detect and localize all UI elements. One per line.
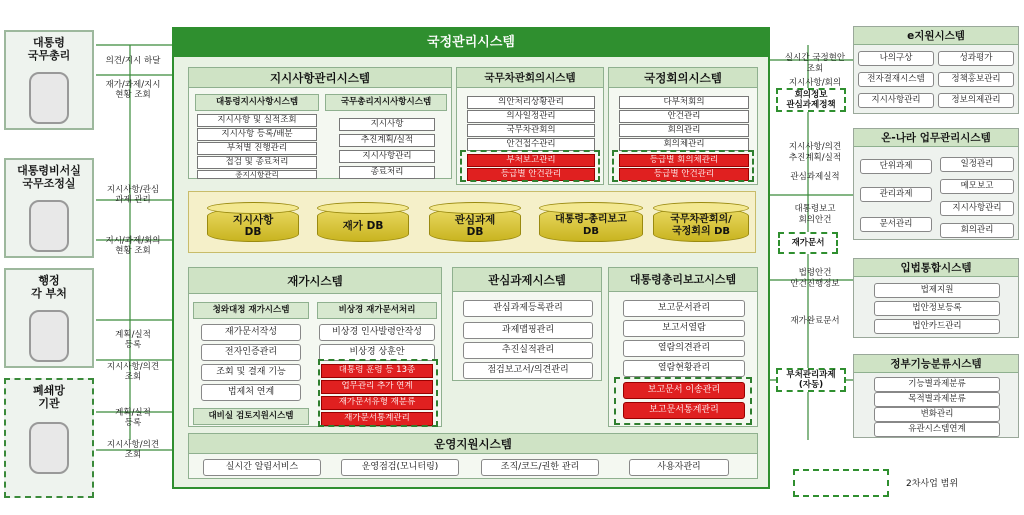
- gw-system: [452, 267, 602, 381]
- legend-swatch: [793, 469, 889, 497]
- jaega-title: 재가시스템: [189, 268, 441, 294]
- onnara-item: 관리과제: [860, 187, 932, 202]
- actor-secretary-label: 대통령비서실 국무조정실: [17, 164, 81, 190]
- people-icon: [29, 422, 69, 474]
- jaega-g1-item: 법제처 연계: [201, 384, 301, 401]
- e-title: e지원시스템: [854, 27, 1018, 45]
- db-label: 관심과제 DB: [454, 214, 496, 238]
- left-label: 지시사항/의견 조회: [106, 440, 160, 460]
- jisi-g1-item: 접검 및 종료처리: [197, 156, 317, 169]
- person-computer-icon: [29, 200, 69, 252]
- ops-item: 운영점검(모니터링): [341, 459, 459, 476]
- onnara-system: [853, 128, 1019, 240]
- db-label: 재가 DB: [342, 220, 384, 232]
- cha-item: 의안처리상황관리: [467, 96, 595, 109]
- actor-closed-network: [4, 378, 94, 498]
- db-zone: [188, 191, 756, 253]
- right-label: 지시사항/회의: [788, 78, 842, 88]
- jaega-red-item: 대통령 훈령 등 13종: [321, 364, 433, 378]
- onnara-item: 회의관리: [940, 223, 1014, 238]
- db-label: 국무차관회의/ 국정회의 DB: [670, 214, 732, 237]
- bo-item: 열람현황관리: [623, 360, 745, 377]
- left-label: 의견/지시 하달: [105, 56, 161, 66]
- jaega-red-item: 재가문서통계관리: [321, 412, 433, 426]
- ip-item: 법안정보등록: [874, 301, 1000, 316]
- ip-title: 입법통합시스템: [854, 259, 1018, 277]
- gf-item: 목적별과제분류: [874, 392, 1000, 407]
- cha-item: 국무차관회의: [467, 124, 595, 137]
- bo-red-item: 보고문서통계관리: [623, 402, 745, 419]
- db-jisi: [207, 202, 299, 246]
- ip-item: 법안카드관리: [874, 319, 1000, 334]
- e-item: 정책홍보관리: [938, 72, 1014, 87]
- people-icon: [29, 310, 69, 362]
- jaega-g1-item: 전자인증관리: [201, 344, 301, 361]
- jisi-g2-title: 국무총리지시사항시스템: [325, 94, 447, 111]
- ip-item: 법제지원: [874, 283, 1000, 298]
- main-system: [172, 27, 770, 489]
- jisi-g1-item: 총지시항관리: [197, 170, 317, 179]
- actor-closed-network-label: 폐쇄망 기관: [33, 384, 65, 410]
- cha-title: 국무차관회의시스템: [457, 68, 603, 88]
- db-gwansim: [429, 202, 521, 246]
- jisi-g1-item: 지시사항 및 실적조회: [197, 114, 317, 127]
- onnara-title: 온-나라 업무관리시스템: [854, 129, 1018, 147]
- onnara-item: 단위과제: [860, 159, 932, 174]
- dash-label: 재가문서: [778, 232, 838, 254]
- db-meeting: [653, 202, 749, 246]
- jaega-red-item: 재가문서유형 재분류: [321, 396, 433, 410]
- ops-system: [188, 433, 758, 479]
- jaega-g1-foot: 대비실 검토지원시스템: [193, 408, 309, 425]
- db-report: [539, 202, 643, 246]
- gj-item: 안건관리: [619, 110, 749, 123]
- actor-president-label: 대통령 국무총리: [27, 36, 71, 62]
- right-label: 실시간 국정현안 조회: [784, 53, 846, 74]
- left-label: 지시/과제/회의 현황 조회: [105, 236, 161, 256]
- db-label: 지시사항 DB: [232, 214, 274, 238]
- bo-item: 보고서열람: [623, 320, 745, 337]
- actor-ministries: [4, 268, 94, 368]
- main-title: 국정관리시스템: [174, 29, 768, 57]
- actor-president: [4, 30, 94, 130]
- left-label: 재가/과제/지시 현황 조회: [105, 80, 161, 100]
- e-system: [853, 26, 1019, 114]
- left-label: 지시사항/의견 조회: [106, 362, 160, 382]
- gj-item: 회의체관리: [619, 138, 749, 151]
- jisi-g2-item: 지시사항: [339, 118, 435, 131]
- jisi-g2-item: 종료처리: [339, 166, 435, 179]
- right-label: 법령안건 안건진행정보: [790, 268, 840, 289]
- legend-label: 2차사업 범위: [906, 479, 959, 489]
- gf-title: 정부기능분류시스템: [854, 355, 1018, 373]
- phase2-box: [614, 377, 752, 425]
- jaega-g2-item: 비상경 상훈안: [319, 344, 435, 361]
- jisi-g1-item: 부처별 진행관리: [197, 142, 317, 155]
- e-item: 전자결재시스템: [858, 72, 934, 87]
- gw-item: 추진실적관리: [463, 342, 593, 359]
- e-item: 정보의제관리: [938, 93, 1014, 108]
- e-item: 나의구상: [858, 51, 934, 66]
- cha-item: 의사일정관리: [467, 110, 595, 123]
- gj-red-item: 등급별 회의체관리: [619, 154, 749, 167]
- onnara-item: 문서관리: [860, 217, 932, 232]
- dash-label: 부처관리과제 (자동): [776, 368, 846, 392]
- ip-system: [853, 258, 1019, 338]
- gw-item: 과제맵핑관리: [463, 322, 593, 339]
- jisi-title: 지시사항관리시스템: [189, 68, 451, 88]
- right-label: 관심과제실적: [790, 172, 840, 182]
- bo-item: 열람의견관리: [623, 340, 745, 357]
- gf-item: 유관시스템연계: [874, 422, 1000, 437]
- ops-title: 운영지원시스템: [189, 434, 757, 454]
- gf-item: 변화관리: [874, 407, 1000, 422]
- phase2-box: [318, 359, 438, 427]
- phase2-box: [460, 150, 600, 182]
- right-label: 지시사항/의견 추진계획/실적: [788, 142, 842, 163]
- jaega-g2-item: 비상경 인사발령안작성: [319, 324, 435, 341]
- gw-item: 점검보고서/의견관리: [463, 362, 593, 379]
- right-label: 대통령보고 회의안건: [794, 204, 836, 225]
- gj-item: 다부처회의: [619, 96, 749, 109]
- ops-item: 조직/코드/권한 관리: [481, 459, 599, 476]
- e-item: 성과평가: [938, 51, 1014, 66]
- jaega-g1-title: 청와대정 재가시스템: [193, 302, 309, 319]
- gf-item: 기능별과제분류: [874, 377, 1000, 392]
- bo-red-item: 보고문서 이송관리: [623, 382, 745, 399]
- onnara-item: 일정관리: [940, 157, 1014, 172]
- left-label: 지시사항/관심 과제 관리: [106, 185, 160, 205]
- bo-title: 대통령총리보고시스템: [609, 268, 757, 292]
- gj-item: 회의관리: [619, 124, 749, 137]
- gj-title: 국정회의시스템: [609, 68, 757, 88]
- jisi-g2-item: 지시사항관리: [339, 150, 435, 163]
- bo-item: 보고문서관리: [623, 300, 745, 317]
- gf-system: [853, 354, 1019, 438]
- person-icon: [29, 72, 69, 124]
- jaega-g1-item: 재가문서작성: [201, 324, 301, 341]
- gj-red-item: 등급별 안건관리: [619, 168, 749, 181]
- left-label: 계획/실적 등록: [115, 408, 151, 428]
- gw-item: 관심과제등록관리: [463, 300, 593, 317]
- onnara-item: 지시사항관리: [940, 201, 1014, 216]
- dash-label: 회의정보 관심과제정책: [776, 88, 846, 112]
- gw-title: 관심과제시스템: [453, 268, 601, 292]
- left-label: 계획/실적 등록: [115, 330, 151, 350]
- cha-red-item: 부처보고관리: [467, 154, 595, 167]
- db-label: 대통령-총리보고 DB: [555, 214, 627, 237]
- actor-ministries-label: 행정 각 부처: [31, 274, 67, 300]
- ops-item: 실시간 알림서비스: [203, 459, 321, 476]
- jaega-g2-title: 비상경 재가문서처리: [317, 302, 437, 319]
- actor-secretary: [4, 158, 94, 258]
- db-jaega: [317, 202, 409, 246]
- jisi-g1-item: 지시사항 등록/배분: [197, 128, 317, 141]
- right-label: 재가완료문서: [790, 316, 840, 326]
- ops-item: 사용자관리: [629, 459, 729, 476]
- onnara-item: 메모보고: [940, 179, 1014, 194]
- phase2-box: [612, 150, 754, 182]
- e-item: 지시사항관리: [858, 93, 934, 108]
- cha-item: 안건접수관리: [467, 138, 595, 151]
- jisi-system: [188, 67, 452, 179]
- jisi-g2-item: 추진계획/실적: [339, 134, 435, 147]
- jaega-g1-item: 조회 및 결재 기능: [201, 364, 301, 381]
- jisi-g1-title: 대통령지시사항시스템: [195, 94, 319, 111]
- jaega-red-item: 업무관리 추가 연계: [321, 380, 433, 394]
- cha-red-item: 등급별 안건관리: [467, 168, 595, 181]
